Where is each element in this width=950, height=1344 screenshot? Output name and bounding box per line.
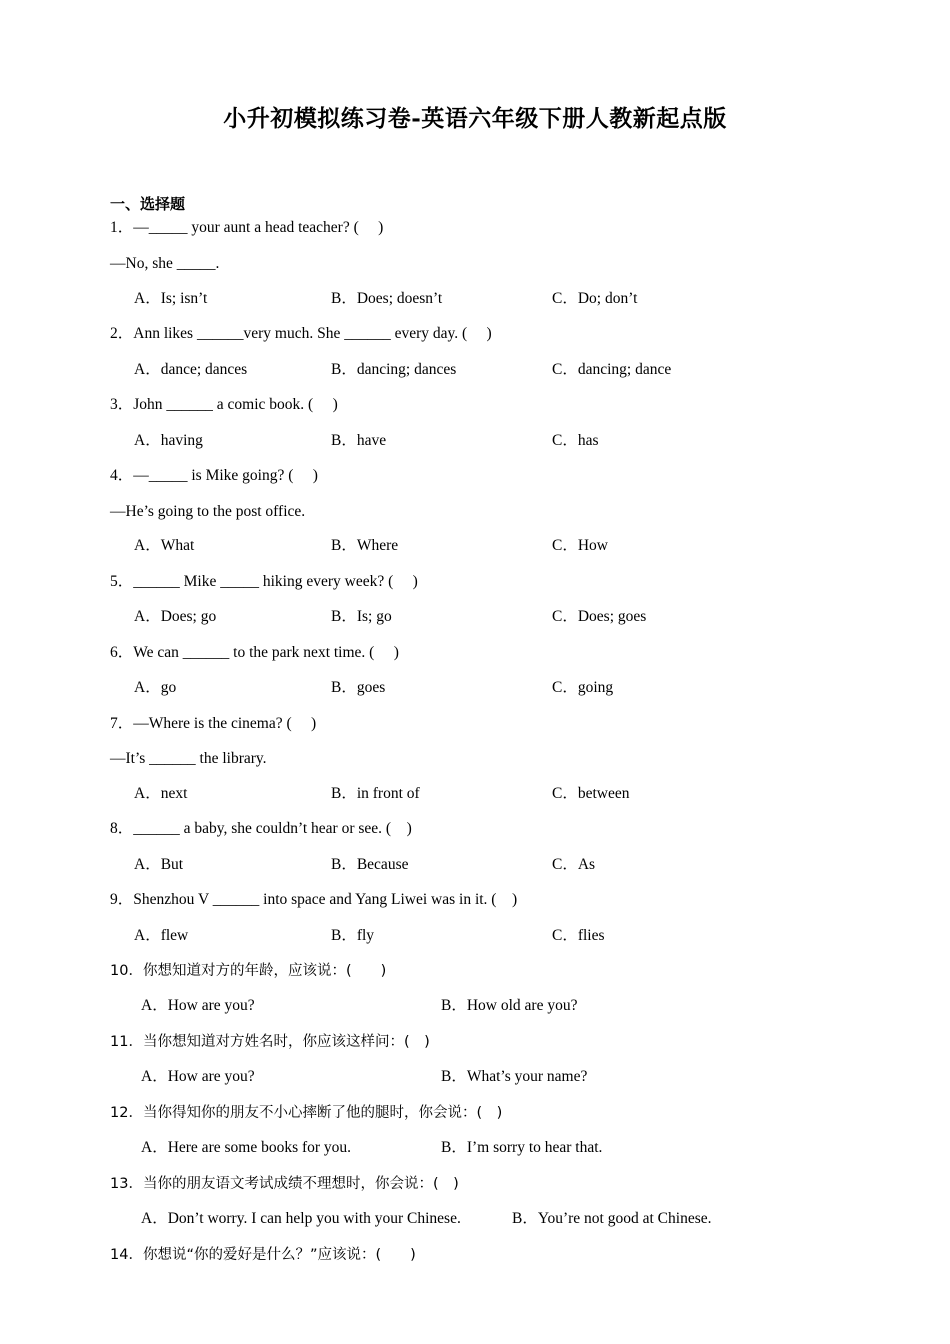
question-2-option-b[interactable]: B．dancing; dances bbox=[331, 361, 457, 378]
question-8-option-b[interactable]: B．Because bbox=[331, 856, 409, 873]
question-12-option-a[interactable]: A．Here are some books for you. bbox=[141, 1139, 352, 1156]
question-6-option-a[interactable]: A．go bbox=[134, 679, 177, 696]
question-4-response: —He’s going to the post office. bbox=[110, 503, 306, 520]
question-10-option-a[interactable]: A．How are you? bbox=[141, 997, 255, 1014]
question-9-option-b[interactable]: B．fly bbox=[331, 927, 375, 944]
question-13-option-b[interactable]: B．You’re not good at Chinese. bbox=[512, 1210, 712, 1227]
section-heading: 一、选择题 bbox=[110, 195, 186, 213]
question-3-option-c[interactable]: C．has bbox=[552, 432, 599, 449]
question-12-option-b[interactable]: B．I’m sorry to hear that. bbox=[441, 1139, 603, 1156]
question-10-option-b[interactable]: B．How old are you? bbox=[441, 997, 578, 1014]
question-4-option-a[interactable]: A．What bbox=[134, 537, 195, 554]
question-8-option-c[interactable]: C．As bbox=[552, 856, 596, 873]
question-3-option-a[interactable]: A．having bbox=[134, 432, 203, 449]
question-9-stem: 9．Shenzhou V ______ into space and Yang Liwei was in it. ( ) bbox=[110, 891, 518, 908]
question-2-option-a[interactable]: A．dance; dances bbox=[134, 361, 248, 378]
question-2-option-c[interactable]: C．dancing; dance bbox=[552, 361, 672, 378]
question-11-option-a[interactable]: A．How are you? bbox=[141, 1068, 255, 1085]
question-5-option-a[interactable]: A．Does; go bbox=[134, 608, 217, 625]
question-5-stem: 5．______ Mike _____ hiking every week? ( ) bbox=[110, 573, 418, 590]
question-1-option-b[interactable]: B．Does; doesn’t bbox=[331, 290, 443, 307]
question-3-option-b[interactable]: B．have bbox=[331, 432, 387, 449]
question-4-stem: 4．—_____ is Mike going? ( ) bbox=[110, 467, 318, 484]
question-13-stem: 13．当你的朋友语文考试成绩不理想时，你会说：( ) bbox=[110, 1176, 459, 1192]
question-1-stem: 1．—_____ your aunt a head teacher? ( ) bbox=[110, 219, 384, 236]
question-1-response: —No, she _____. bbox=[110, 255, 220, 272]
question-11-stem: 11．当你想知道对方姓名时，你应该这样问：( ) bbox=[110, 1034, 430, 1050]
question-6-option-b[interactable]: B．goes bbox=[331, 679, 386, 696]
question-4-option-b[interactable]: B．Where bbox=[331, 537, 399, 554]
question-11-option-b[interactable]: B．What’s your name? bbox=[441, 1068, 588, 1085]
question-7-response: —It’s ______ the library. bbox=[110, 750, 267, 767]
question-7-option-b[interactable]: B．in front of bbox=[331, 785, 420, 802]
question-10-stem: 10．你想知道对方的年龄，应该说：( ) bbox=[110, 963, 387, 979]
question-5-option-b[interactable]: B．Is; go bbox=[331, 608, 392, 625]
question-1-option-c[interactable]: C．Do; don’t bbox=[552, 290, 638, 307]
question-12-stem: 12．当你得知你的朋友不小心摔断了他的腿时，你会说：( ) bbox=[110, 1105, 503, 1121]
question-14-stem: 14．你想说“你的爱好是什么？”应该说：( ) bbox=[110, 1247, 416, 1263]
question-7-option-c[interactable]: C．between bbox=[552, 785, 630, 802]
question-13-option-a[interactable]: A．Don’t worry. I can help you with your Chinese. bbox=[141, 1210, 461, 1227]
question-6-stem: 6．We can ______ to the park next time. ( ) bbox=[110, 644, 399, 661]
question-8-stem: 8．______ a baby, she couldn’t hear or see. ( ) bbox=[110, 820, 412, 837]
question-2-stem: 2．Ann likes ______very much. She ______ every day. ( ) bbox=[110, 325, 492, 342]
question-7-option-a[interactable]: A．next bbox=[134, 785, 188, 802]
question-4-option-c[interactable]: C．How bbox=[552, 537, 608, 554]
page-title: 小升初模拟练习卷-英语六年级下册人教新起点版 bbox=[223, 105, 727, 132]
question-1-option-a[interactable]: A．Is; isn’t bbox=[134, 290, 208, 307]
question-7-stem: 7．—Where is the cinema? ( ) bbox=[110, 715, 317, 732]
question-5-option-c[interactable]: C．Does; goes bbox=[552, 608, 647, 625]
question-8-option-a[interactable]: A．But bbox=[134, 856, 184, 873]
question-9-option-a[interactable]: A．flew bbox=[134, 927, 189, 944]
question-3-stem: 3．John ______ a comic book. ( ) bbox=[110, 396, 338, 413]
question-6-option-c[interactable]: C．going bbox=[552, 679, 614, 696]
question-9-option-c[interactable]: C．flies bbox=[552, 927, 605, 944]
